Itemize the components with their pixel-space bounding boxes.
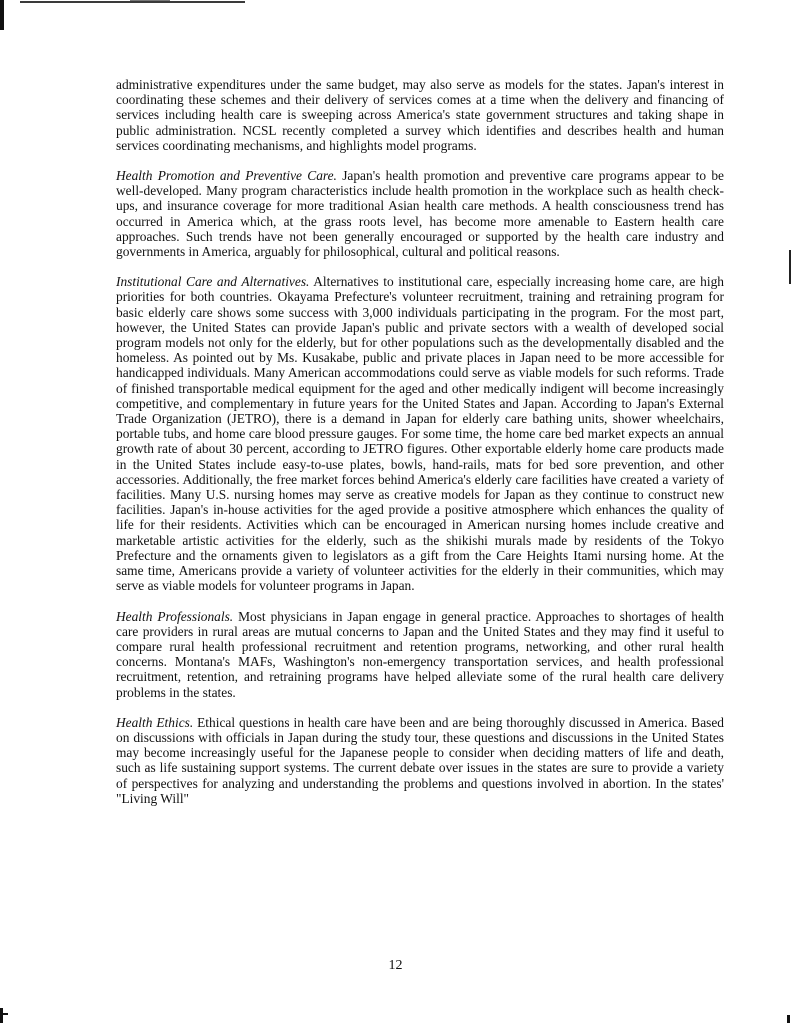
paragraph-health-professionals [116, 609, 724, 700]
paragraph-heading: Institutional Care and Alternatives. [116, 274, 310, 290]
scan-artifact-corner-bottom-left-tick [0, 1013, 8, 1015]
paragraph-intro [116, 77, 724, 153]
scan-artifact-corner-bottom-right [787, 1015, 790, 1023]
paragraph-heading: Health Ethics. [116, 714, 194, 730]
paragraph-health-ethics [116, 715, 724, 806]
scan-artifact-left-edge [0, 0, 4, 30]
paragraph-health-promotion [116, 168, 724, 259]
paragraph-heading: Health Promotion and Preventive Care. [116, 168, 337, 184]
page-number: 12 [388, 958, 403, 973]
paragraph-text: Alternatives to institutional care, especially increasing home care, are high priorities for both countries. Okayama Prefecture's volunteer recruitment, training and retraining program for basic elderly care shows some success with 3,000 individuals participating in the program. For the most part, however, the United States can provide Japan's public and private sectors with a wealth of developed social program models not only for the elderly, but for other populations such as the developmentally disabled and the homeless. As pointed out by Ms. Kusakabe, public and private places in Japan need to be more accessible for handicapped individuals. Many American accommodations could serve as viable models for such reforms. Trade of finished transportable medical equipment for the aged and other medically indigent will become increasingly competitive, and complementary in future years for the United States and Japan. According to Japan's External Trade Organization (JETRO), there is a demand in Japan for elderly care bathing units, shower wheelchairs, portable tubs, and home care blood pressure gauges. For some time, the home care bed market expects an annual growth rate of about 30 percent, according to JETRO figures. Other exportable elderly home care products made in the United States include easy-to-use plates, bowls, hand-rails, mats for bed sore prevention, and other accessories. Additionally, the free market forces behind America's elderly care facilities have created a variety of facilities. Many U.S. nursing homes may serve as creative models for Japan as they continue to construct new facilities. Japan's in-house activities for the aged provide a positive atmosphere which enhances the quality of life for their residents. Activities which can be encouraged in American nursing homes include creative and marketable artistic activities for the elderly, such as the shikishi murals made by residents of the Tokyo Prefecture and the ornaments given to legislators as a gift from the Care Heights Itami nursing home. At the same time, Americans provide a variety of volunteer activities for the elderly in their communities, which may serve as viable models for volunteer programs in Japan. [116, 274, 724, 594]
scan-artifact-top-rule [20, 1, 245, 3]
paragraph-institutional-care [116, 274, 724, 593]
body-text [116, 77, 724, 821]
paragraph-heading: Health Professionals. [116, 608, 234, 624]
paragraph-text: Ethical questions in health care have been and are being thoroughly discussed in America. Based on discussions with officials in Japan during the study tour, these questions and discussions in the United States may become increasingly useful for the Japanese people to consider when deciding matters of life and death, such as life sustaining support systems. The current debate over issues in the states are sure to provide a variety of perspectives for analyzing and understanding the problems and questions involved in abortion. In the states' "Living Will" [116, 714, 724, 806]
paragraph-text: administrative expenditures under the same budget, may also serve as models for the states. Japan's interest in coordinating these schemes and their delivery of services comes at a time when the delivery and financing of services including health care is sweeping across America's state government structures and taking shape in public administration. NCSL recently completed a survey which identifies and describes health and human services coordinating mechanisms, and highlights model programs. [116, 77, 724, 153]
paragraph-text: Japan's health promotion and preventive care programs appear to be well-developed. Many program characteristics include health promotion in the workplace such as health check-ups, and insurance coverage for more traditional Asian health care methods. A health consciousness trend has occurred in America which, at the grass roots level, has become more amenable to Eastern health care approaches. Such trends have not been generally encouraged or supported by the health care industry and governments in America, arguably for philosophical, cultural and political reasons. [116, 168, 724, 260]
paragraph-text: Most physicians in Japan engage in general practice. Approaches to shortages of health care providers in rural areas are mutual concerns to Japan and the United States and they may find it useful to compare rural health professional recruitment and retention programs, networking, and other rural health concerns. Montana's MAFs, Washington's non-emergency transportation services, and health professional recruitment, retention, and retraining programs have helped alleviate some of the rural health care delivery problems in the states. [116, 608, 724, 700]
scan-artifact-corner-bottom-left [0, 1008, 3, 1023]
scan-artifact-top-rule-secondary [130, 0, 170, 1]
